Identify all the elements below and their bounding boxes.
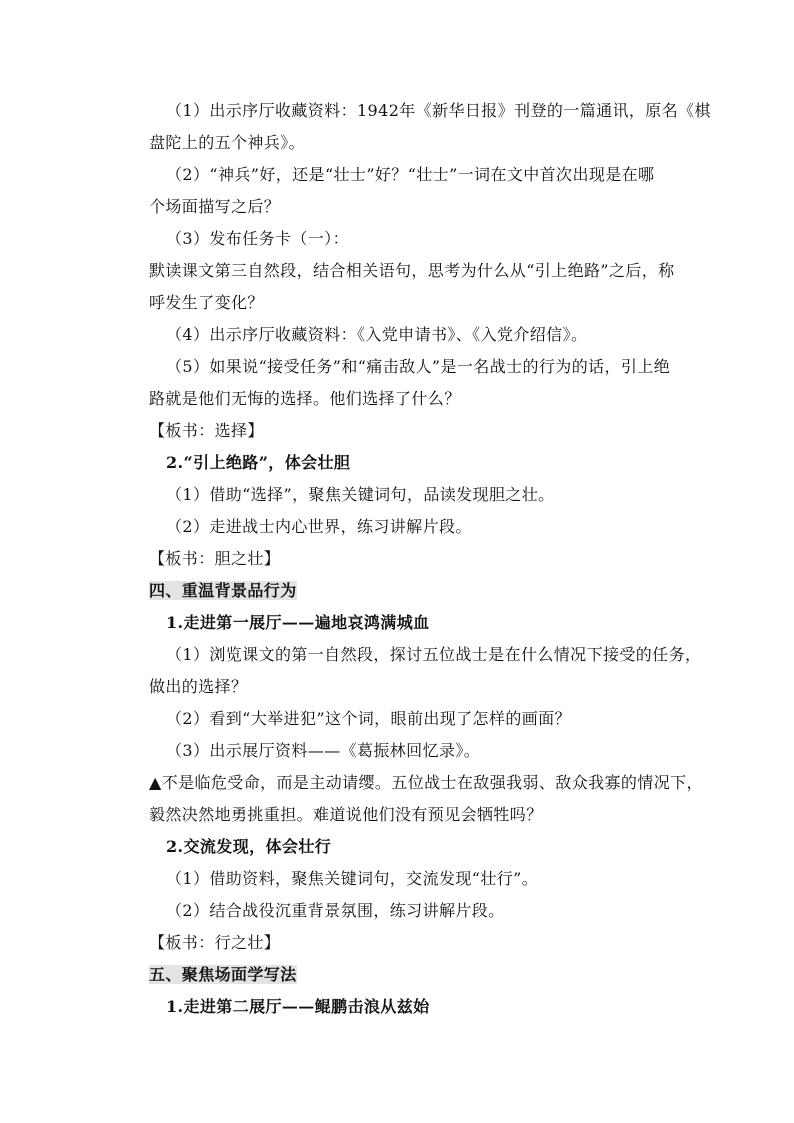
paragraph-line: 路就是他们无悔的选择。他们选择了什么？ (149, 389, 461, 408)
subsection-heading: 1.走进第一展厅——遍地哀鸿满城血 (166, 613, 430, 632)
paragraph-line: （2）走进战士内心世界，练习讲解片段。 (166, 517, 472, 536)
paragraph-line: （2）“神兵”好，还是“壮士”好？“壮士”一词在文中首次出现是在哪 (166, 165, 655, 184)
paragraph-line: 呼发生了变化？ (149, 293, 264, 312)
paragraph-line: （2）结合战役沉重背景氛围，练习讲解片段。 (166, 901, 505, 920)
paragraph-line: （1）借助“选择”，聚焦关键词句，品读发现胆之壮。 (166, 485, 555, 504)
paragraph-line: 毅然决然地勇挑重担。难道说他们没有预见会牺牲吗？ (149, 805, 543, 824)
paragraph-line: 做出的选择？ (149, 677, 248, 696)
paragraph-line: （4）出示序厅收藏资料：《入党申请书》、《入党介绍信》。 (166, 325, 588, 344)
subsection-heading: 2.交流发现，体会壮行 (166, 837, 332, 856)
section-heading-text: 五、聚焦场面学写法 (149, 965, 297, 984)
paragraph-line: 个场面描写之后？ (149, 197, 281, 216)
paragraph-line: （1）借助资料，聚焦关键词句，交流发现“壮行”。 (166, 869, 539, 888)
paragraph-line: 盘陀上的五个神兵》。 (149, 133, 306, 152)
paragraph-line: 默读课文第三自然段，结合相关语句，思考为什么从“引上绝路”之后，称 (149, 261, 675, 280)
subsection-heading: 2.“引上绝路”，体会壮胆 (166, 453, 351, 472)
paragraph-line: （3）发布任务卡（一）： (166, 229, 349, 248)
paragraph-line: （1）出示序厅收藏资料：1942年《新华日报》刊登的一篇通讯，原名《棋 (166, 101, 711, 120)
subsection-heading: 1.走进第二展厅——鲲鹏击浪从兹始 (166, 997, 430, 1016)
board-note: 【板书：行之壮】 (149, 933, 281, 952)
paragraph-line: （1）浏览课文的第一自然段，探讨五位战士是在什么情况下接受的任务， (166, 645, 702, 664)
board-note: 【板书：选择】 (149, 421, 264, 440)
paragraph-line: ▲不是临危受命，而是主动请缨。五位战士在敌强我弱、敌众我寡的情况下， (149, 773, 703, 792)
section-heading (149, 965, 297, 985)
paragraph-line: （2）看到“大举进犯”这个词，眼前出现了怎样的画面？ (166, 709, 571, 728)
paragraph-line: （5）如果说“接受任务”和“痛击敌人”是一名战士的行为的话，引上绝 (166, 357, 671, 376)
section-heading-text: 四、重温背景品行为 (149, 581, 297, 600)
section-heading (149, 581, 297, 601)
paragraph-line: （3）出示展厅资料——《葛振林回忆录》。 (166, 741, 481, 760)
board-note: 【板书：胆之壮】 (149, 549, 281, 568)
